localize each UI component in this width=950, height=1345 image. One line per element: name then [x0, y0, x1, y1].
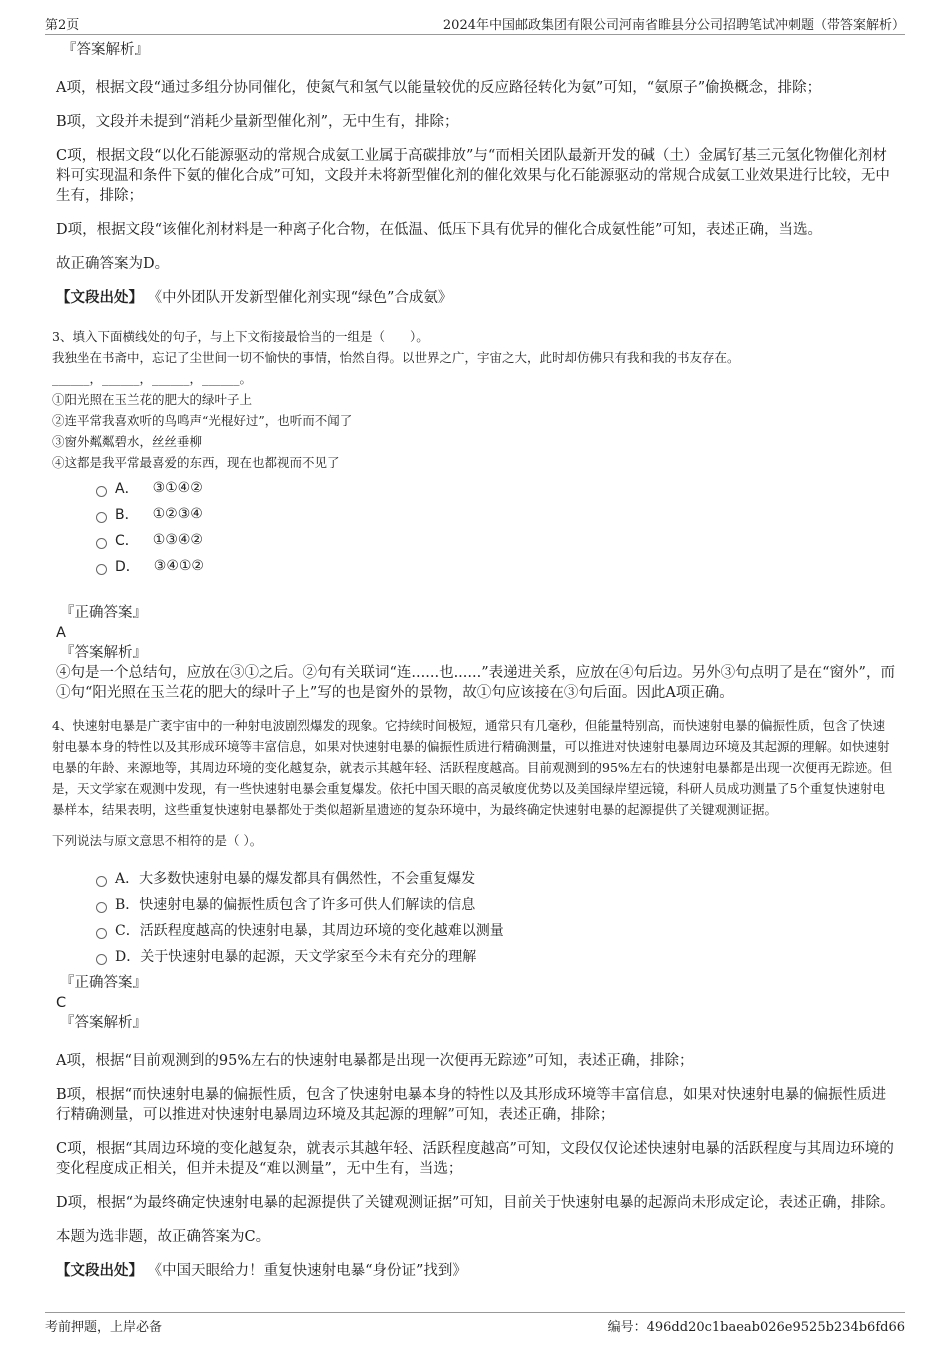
- option-letter: B．: [115, 507, 139, 523]
- answer-statement: 本题为选非题，故正确答案为C。: [56, 1229, 271, 1245]
- option-letter: D．: [115, 949, 141, 965]
- correct-answer-heading: 『正确答案』: [60, 605, 147, 621]
- q4-answer: [56, 973, 896, 1281]
- document-code: 编号：496dd20c1baeab026e9525b234b6fd66: [607, 1320, 905, 1335]
- option-a[interactable]: [96, 865, 896, 891]
- option-letter: A．: [115, 481, 139, 497]
- option-letter: D．: [115, 559, 140, 575]
- q3-answer: [56, 603, 896, 703]
- radio-icon[interactable]: [96, 512, 107, 523]
- source-title: 《中外团队开发新型催化剂实现“绿色”合成氨》: [147, 290, 453, 306]
- correct-answer: C: [56, 995, 67, 1011]
- blank-line: ______，______，______，______。: [52, 371, 253, 386]
- radio-icon[interactable]: [96, 564, 107, 575]
- sentence-item: ①阳光照在玉兰花的肥大的绿叶子上: [52, 392, 253, 407]
- question-3: [52, 326, 896, 703]
- option-b[interactable]: [96, 891, 896, 917]
- sentence-item: ④这都是我平常最喜爱的东西，现在也都视而不见了: [52, 455, 340, 470]
- option-b[interactable]: [96, 501, 896, 527]
- question-4: [52, 715, 896, 1281]
- answer-statement: 故正确答案为D。: [56, 256, 170, 272]
- radio-icon[interactable]: [96, 876, 107, 887]
- q3-body: [52, 326, 896, 473]
- option-letter: A．: [115, 871, 140, 887]
- option-d[interactable]: [96, 943, 896, 969]
- question-passage: 我独坐在书斋中，忘记了尘世间一切不愉快的事情，怡然自得。以世界之广，宇宙之大，此时却仿佛只有我和我的书友存在。: [52, 350, 740, 365]
- option-a[interactable]: [96, 475, 896, 501]
- radio-icon[interactable]: [96, 902, 107, 913]
- source-label: 【文段出处】: [56, 289, 143, 306]
- page-content: [52, 40, 896, 1281]
- analysis-paragraph: D项，根据文段“该催化剂材料是一种离子化合物，在低温、低压下具有优异的催化合成氨性能”可知，表述正确，当选。: [56, 222, 822, 238]
- analysis-heading: 『答案解析』: [62, 42, 149, 58]
- option-text: ①②③④: [152, 506, 203, 522]
- option-text: 活跃程度越高的快速射电暴，其周边环境的变化越难以测量: [139, 923, 504, 939]
- q2-analysis: [56, 40, 896, 308]
- source-title: 《中国天眼给力！重复快速射电暴“身份证”找到》: [147, 1263, 467, 1279]
- analysis-paragraph: A项，根据文段“通过多组分协同催化，使氮气和氢气以能量较优的反应路径转化为氨”可知，“氨原子”偷换概念，排除；: [56, 80, 822, 96]
- option-c[interactable]: [96, 917, 896, 943]
- radio-icon[interactable]: [96, 954, 107, 965]
- option-text: ③①④②: [152, 480, 203, 496]
- analysis-text: ④句是一个总结句，应放在③①之后。②句有关联词“连......也......”表递进关系，应放在④句后边。另外③句点明了是在“窗外”，而①句“阳光照在玉兰花的肥大的绿叶子上”写的也是窗外的景物，故①句应该接在③句后面。因此A项正确。: [56, 665, 895, 701]
- option-d[interactable]: [96, 553, 896, 579]
- option-text: 快速射电暴的偏振性质包含了许多可供人们解读的信息: [139, 897, 476, 913]
- radio-icon[interactable]: [96, 538, 107, 549]
- analysis-paragraph: A项，根据“目前观测到的95%左右的快速射电暴都是出现一次便再无踪迹”可知，表述正确，排除；: [56, 1053, 694, 1069]
- option-c[interactable]: [96, 527, 896, 553]
- option-text: 关于快速射电暴的起源，天文学家至今未有充分的理解: [140, 949, 477, 965]
- q4-body: [52, 715, 896, 851]
- page-footer: [45, 1312, 905, 1336]
- correct-answer-heading: 『正确答案』: [60, 975, 147, 991]
- page-header: [45, 14, 905, 35]
- radio-icon[interactable]: [96, 486, 107, 497]
- document-title: 2024年中国邮政集团有限公司河南省睢县分公司招聘笔试冲刺题（带答案解析）: [442, 18, 905, 33]
- analysis-heading: 『答案解析』: [60, 1015, 147, 1031]
- q4-options: [96, 865, 896, 969]
- analysis-paragraph: C项，根据“其周边环境的变化越复杂，就表示其越年轻、活跃程度越高”可知，文段仅仅论述快速射电暴的活跃程度与其周边环境的变化程度成正相关，但并未提及“难以测量”，无中生有，当选；: [56, 1141, 894, 1177]
- question-passage: 4、快速射电暴是广袤宇宙中的一种射电波剧烈爆发的现象。它持续时间极短，通常只有几毫秒，但能量特别高，而快速射电暴的偏振性质，包含了快速射电暴本身的特性以及其形成环境等丰富信息，如果对快速射电暴的偏振性质进行精确测量，可以推进对快速射电暴周边环境及其起源的理解。如快速射电暴的年龄、来源地等，其周边环境的变化越复杂，就表示其越年轻、活跃程度越高。目前观测到的95%左右的快速射电暴都是出现一次便再无踪迹。但是，天文学家在观测中发现，有一些快速射电暴会重复爆发。依托中国天眼的高灵敏度优势以及美国绿岸望远镜，科研人员成功测量了5个重复快速射电暴样本，结果表明，这些重复快速射电暴都处于类似超新星遗迹的复杂环境中，为最终确定快速射电暴的起源提供了关键观测证据。: [52, 718, 893, 817]
- analysis-paragraph: D项，根据“为最终确定快速射电暴的起源提供了关键观测证据”可知，目前关于快速射电暴的起源尚未形成定论，表述正确，排除。: [56, 1195, 895, 1211]
- option-text: ①③④②: [152, 532, 203, 548]
- sentence-item: ③窗外粼粼碧水，丝丝垂柳: [52, 434, 203, 449]
- option-text: ③④①②: [153, 558, 204, 574]
- question-stem: 3、填入下面横线处的句子，与上下文衔接最恰当的一组是（ ）。: [52, 329, 429, 344]
- q3-options: [96, 475, 896, 579]
- sentence-item: ②连平常我喜欢听的鸟鸣声“光棍好过”，也听而不闻了: [52, 413, 353, 428]
- analysis-paragraph: B项，根据“而快速射电暴的偏振性质，包含了快速射电暴本身的特性以及其形成环境等丰富信息，如果对快速射电暴的偏振性质进行精确测量，可以推进对快速射电暴周边环境及其起源的理解”可知，表述正确，排除；: [56, 1087, 887, 1123]
- analysis-heading: 『答案解析』: [60, 645, 147, 661]
- source-label: 【文段出处】: [56, 1262, 143, 1279]
- option-letter: C．: [115, 923, 140, 939]
- radio-icon[interactable]: [96, 928, 107, 939]
- analysis-paragraph: C项，根据文段“以化石能源驱动的常规合成氨工业属于高碳排放”与“而相关团队最新开发的碱（土）金属钌基三元氢化物催化剂材料可实现温和条件下氨的催化合成”可知，文段并未将新型催化剂的催化效果与化石能源驱动的常规合成氨工业效果进行比较，无中生有，排除；: [56, 148, 890, 204]
- footer-slogan: 考前押题，上岸必备: [45, 1320, 163, 1335]
- page-number: 第2页: [45, 18, 80, 33]
- correct-answer: A: [56, 625, 66, 641]
- question-stem: 下列说法与原文意思不相符的是（ ）。: [52, 833, 263, 848]
- option-letter: C．: [115, 533, 139, 549]
- analysis-paragraph: B项，文段并未提到“消耗少量新型催化剂”，无中生有，排除；: [56, 114, 459, 130]
- option-letter: B．: [115, 897, 140, 913]
- source-line: [56, 1261, 896, 1281]
- option-text: 大多数快速射电暴的爆发都具有偶然性，不会重复爆发: [139, 871, 476, 887]
- source-line: [56, 288, 896, 308]
